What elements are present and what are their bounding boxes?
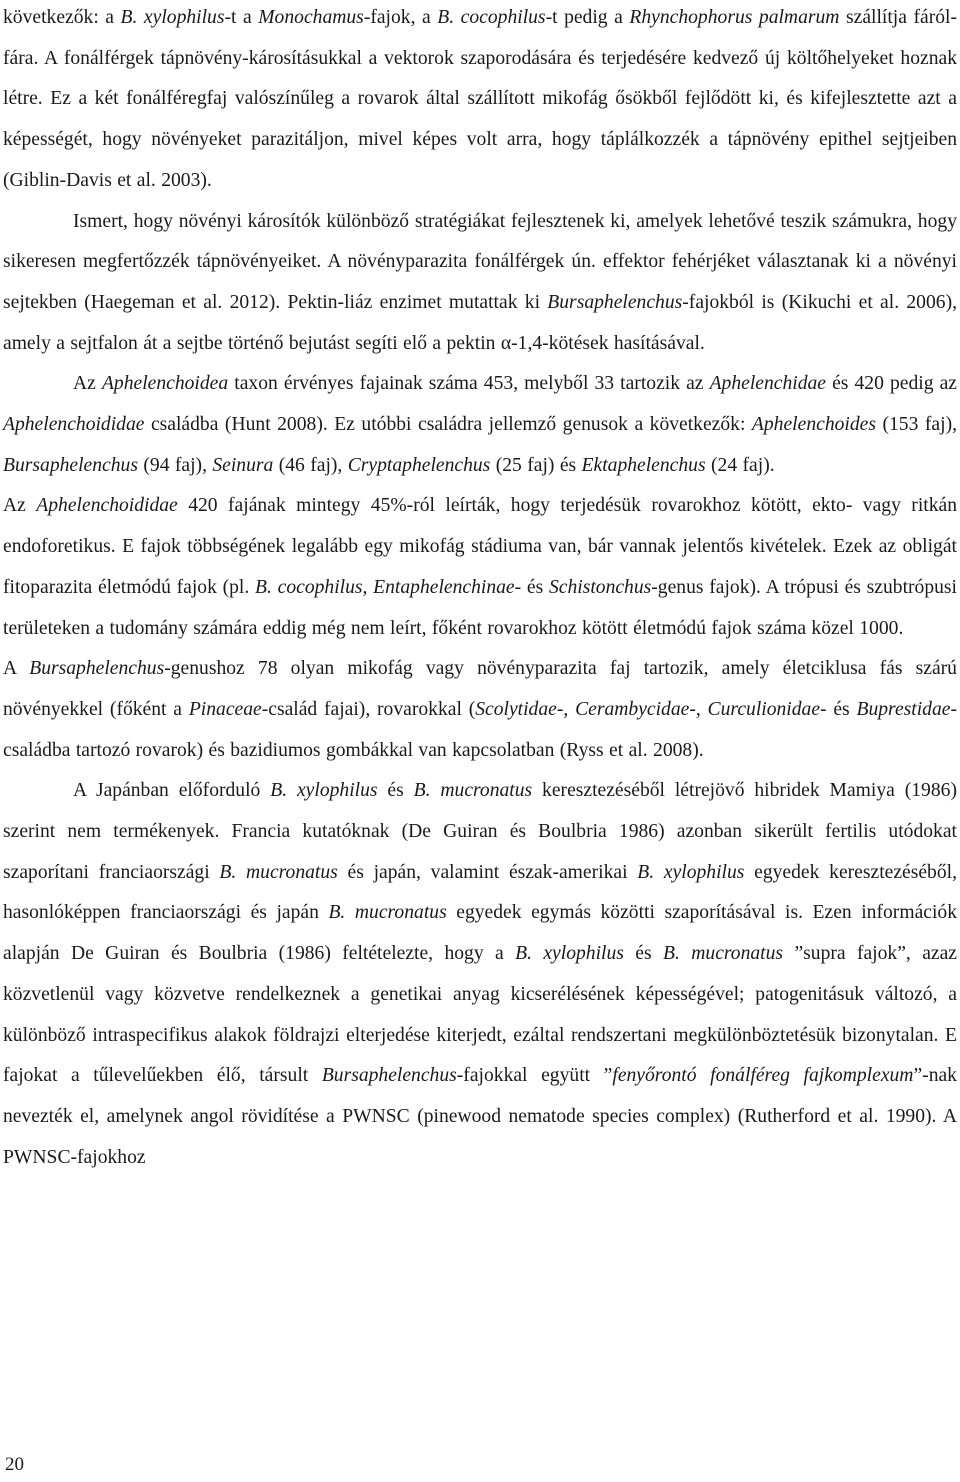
text-run: -fajokkal együtt ” xyxy=(456,1065,613,1087)
text-run: Ismert, hogy növényi károsítók különböző stratégiákat fejlesztenek ki, amelyek lehetővé teszik számukra, hogy sikeresen megfertőzzék tápnövényeiket. A növényparazita fonálférgek ún. effektor fehérjéket választanak ki a növényi sejtekben (Haegeman et al. 2012). Pektin-liáz enzimet mutattak ki xyxy=(3,210,957,313)
italic-term: Bursaphelenchus xyxy=(547,291,683,313)
text-run: szállítja fáról-fára. A fonálférgek tápnövény-károsításukkal a vektorok szaporodására és terjedésére kedvező új költőhelyeket hoznak létre. Ez a két fonálféregfaj valószínűleg a rovarok által szállított mikofág ősökből fejlődött ki, és kifejlesztette azt a képességét, hogy növényeket parazitáljon, mivel képes volt arra, hogy táplálkozzék a tápnövény epithel sejtjeiben (Giblin-Davis et al. 2003). xyxy=(3,7,957,191)
text-run: ”supra fajok”, azaz közvetlenül vagy közvetve rendelkeznek a genetikai anyag kicserélésének képességével; patogenitásuk változó, a különböző intraspecifikus alakok földrajzi elterjedése kiterjedt, ezáltal rendszertani megkülönböztetésük bizonytalan. E fajokat a tűlevelűekben élő, társult xyxy=(3,943,957,1087)
text-run: -családba tartozó rovarok) és bazidiumos gombákkal van kapcsolatban (Ryss et al. 2008). xyxy=(3,698,957,761)
italic-term: B. xylophilus xyxy=(637,861,745,883)
body-text xyxy=(3,0,957,1178)
text-run: -genus fajok). A trópusi és szubtrópusi területeken a tudomány számára eddig még nem leírt, főként rovarokhoz kötött életmódú fajok száma közel 1000. xyxy=(3,576,957,639)
text-run: -család fajai), rovarokkal ( xyxy=(261,698,476,720)
text-run: A xyxy=(3,658,30,680)
text-run: következők: a xyxy=(3,7,121,28)
italic-term: Aphelenchoididae xyxy=(3,414,145,436)
italic-term: Schistonchus xyxy=(548,576,652,598)
text-run: Az xyxy=(3,495,37,517)
text-run: -fajok, a xyxy=(363,7,438,28)
italic-term: B. mucronatus xyxy=(413,780,533,802)
page-number: 20 xyxy=(5,1454,24,1475)
italic-term: B. mucronatus xyxy=(663,943,784,965)
text-run: , xyxy=(362,576,374,598)
text-run: és 420 pedig az xyxy=(826,373,957,395)
italic-term: Aphelenchidae xyxy=(709,373,827,395)
paragraph xyxy=(3,0,957,202)
text-run: ”-nak nevezték el, amelynek angol rövidítése a PWNSC (pinewood nematode species complex) (Rutherford et al. 1990). A PWNSC-fajokhoz xyxy=(3,1065,957,1168)
text-run: (94 faj), xyxy=(137,454,213,476)
text-run: taxon érvényes fajainak száma 453, melyből 33 tartozik az xyxy=(228,373,710,395)
italic-term: Cryptaphelenchus xyxy=(347,454,491,476)
paragraph xyxy=(3,649,957,771)
italic-term: Bursaphelenchus xyxy=(29,658,165,680)
italic-term: B. xylophilus xyxy=(270,780,378,802)
text-run: és xyxy=(826,698,857,720)
italic-term: Buprestidae xyxy=(856,698,951,720)
text-run: -fajokból is (Kikuchi et al. 2006), amely a sejtfalon át a sejtbe történő bejutást segíti elő a pektin α-1,4-kötések hasításával. xyxy=(3,291,957,354)
text-run: -genushoz 78 olyan mikofág vagy növényparazita faj tartozik, amely életciklusa fás szárú növényekkel (főként a xyxy=(3,658,957,720)
italic-term: Ektaphelenchus xyxy=(581,454,706,476)
text-run: egyedek egymás közötti szaporításával is. Ezen információk alapján De Guiran és Boulbria (1986) feltételezte, hogy a xyxy=(3,902,957,965)
italic-term: Aphelenchoididae xyxy=(36,495,178,517)
text-run: (46 faj), xyxy=(273,454,348,476)
text-run: -t pedig a xyxy=(545,7,630,28)
italic-term: Aphelenchoidea xyxy=(101,373,229,395)
text-run: Az xyxy=(73,373,102,395)
text-run: (153 faj), xyxy=(875,414,957,436)
text-run: családba (Hunt 2008). Ez utóbbi családra jellemző genusok a következők: xyxy=(144,414,752,436)
text-run: és xyxy=(623,943,663,965)
text-run: 420 fajának mintegy 45%-ról leírták, hogy terjedésük rovarokhoz kötött, ekto- vagy ritkán endoforetikus. E fajok többségének legalább egy mikofág stádiuma van, bár vannak jelentős kivételek. Ezek az obligát fitoparazita életmódú fajok (pl. xyxy=(3,495,958,598)
italic-term: B. cocophilus xyxy=(437,7,546,28)
italic-term: Aphelenchoides xyxy=(751,414,876,436)
italic-term: B. xylophilus xyxy=(515,943,624,965)
italic-term: Pinaceae xyxy=(188,698,262,720)
italic-term: Scolytidae-, Cerambycidae-, Curculionidae- xyxy=(475,698,827,720)
italic-term: B. cocophilus xyxy=(255,576,363,598)
italic-term: B. mucronatus xyxy=(328,902,447,924)
text-run: (25 faj) és xyxy=(490,454,582,476)
text-run: és japán, valamint észak-amerikai xyxy=(337,861,638,883)
italic-term: Rhynchophorus palmarum xyxy=(629,7,840,28)
paragraph xyxy=(3,771,957,1178)
italic-term: Bursaphelenchus xyxy=(321,1065,457,1087)
text-run: A Japánban előforduló xyxy=(73,780,271,802)
text-run: és xyxy=(377,780,414,802)
italic-term: Bursaphelenchus xyxy=(3,454,138,476)
text-run: (24 faj). xyxy=(705,454,775,476)
italic-term: Entaphelenchinae xyxy=(373,576,515,598)
italic-term: Monochamus xyxy=(258,7,364,28)
text-run: -t a xyxy=(224,7,259,28)
italic-term: B. xylophilus xyxy=(120,7,225,28)
italic-term: B. mucronatus xyxy=(219,861,338,883)
text-run: - és xyxy=(514,576,549,598)
paragraph xyxy=(3,202,957,365)
paragraph xyxy=(3,364,957,486)
italic-term: fenyőrontó fonálféreg fajkomplexum xyxy=(612,1065,914,1087)
text-run: keresztezéséből létrejövő hibridek Mamiya (1986) szerint nem termékenyek. Francia kutatóknak (De Guiran és Boulbria 1986) azonban sikerült fertilis utódokat szaporítani franciaországi xyxy=(3,780,957,883)
italic-term: Seinura xyxy=(212,454,274,476)
paragraph xyxy=(3,486,957,649)
text-run: egyedek keresztezéséből, hasonlóképpen franciaországi és japán xyxy=(3,861,957,924)
